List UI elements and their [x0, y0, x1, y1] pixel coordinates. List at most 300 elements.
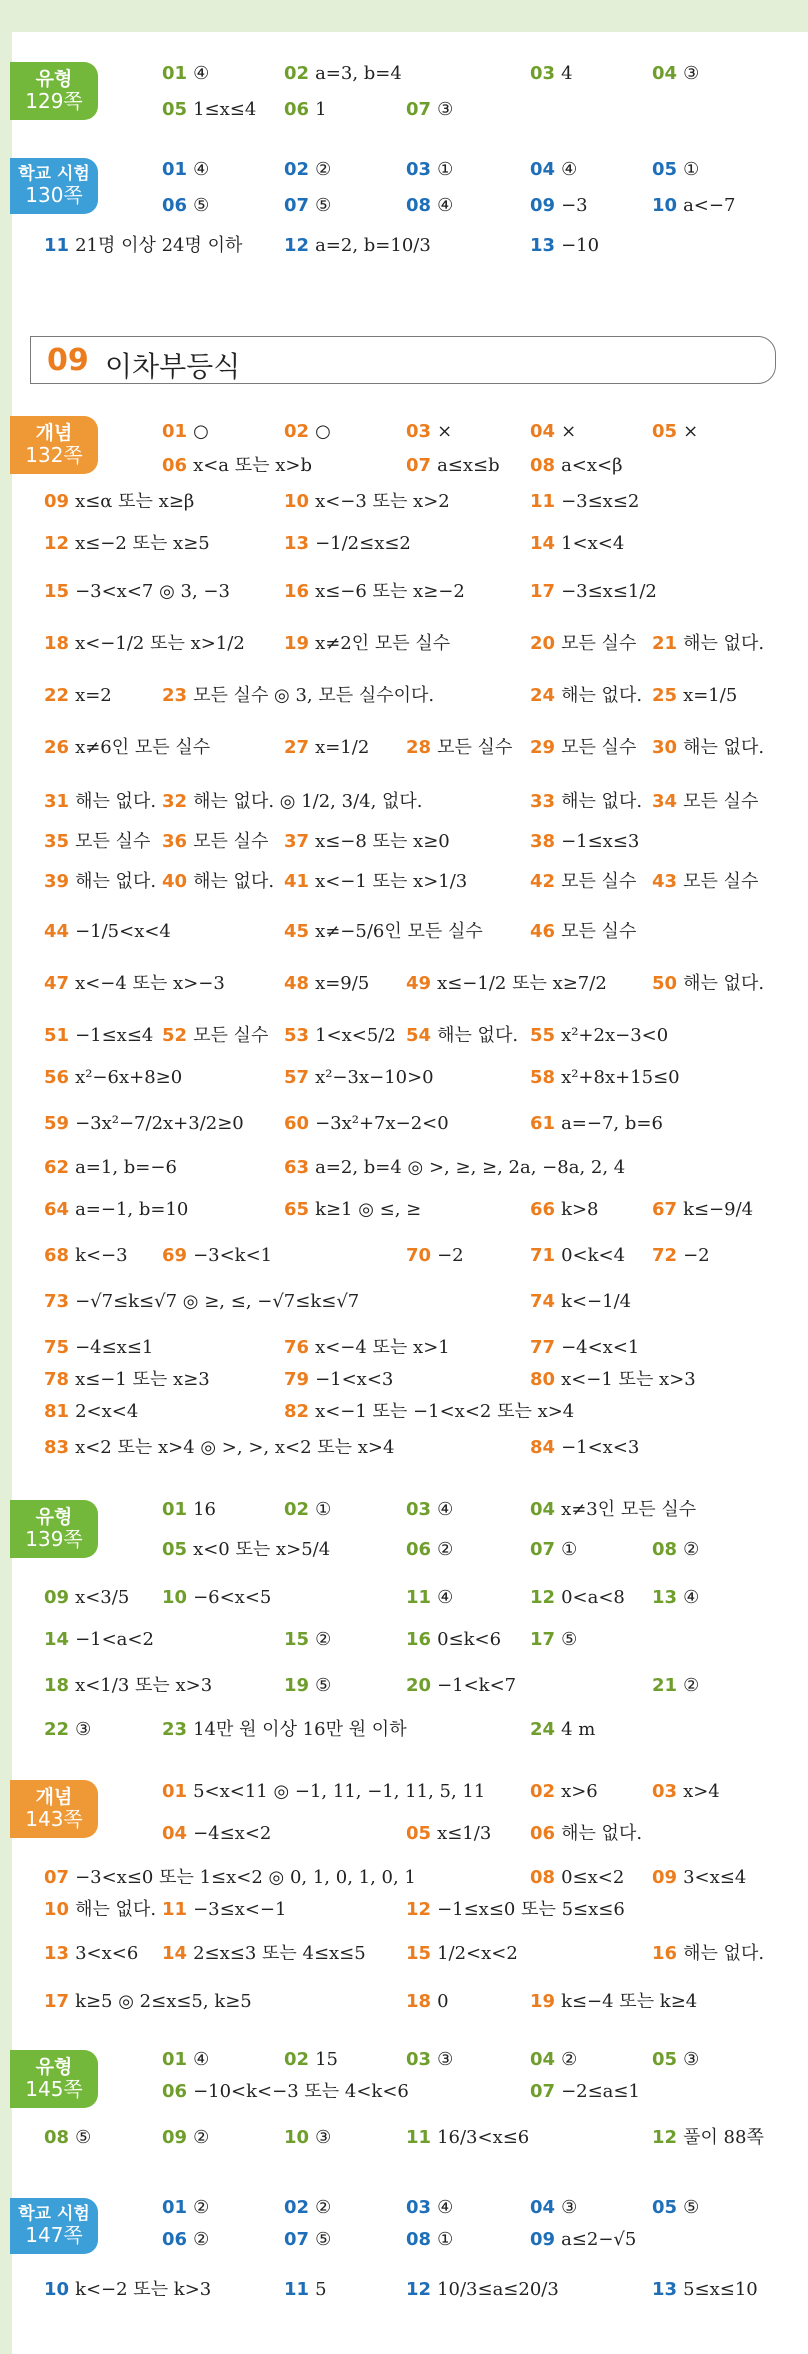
answer-item: [652, 156, 699, 184]
answer-value: 모든 실수: [561, 737, 637, 758]
section-page: 145쪽: [25, 2077, 83, 2102]
answer-item: [652, 630, 764, 658]
answer-item: [530, 868, 636, 896]
answer-item: [652, 1584, 699, 1612]
answer-value: x≤α 또는 x≥β: [75, 491, 195, 512]
question-number: 17: [530, 581, 556, 602]
question-number: 03: [406, 421, 432, 442]
question-number: 11: [406, 1587, 432, 1608]
answer-value: 해는 없다.: [561, 685, 643, 706]
question-number: 48: [284, 973, 310, 994]
question-number: 81: [44, 1401, 70, 1422]
question-number: 02: [530, 1781, 556, 1802]
question-number: 04: [162, 1823, 188, 1844]
answer-item: [530, 630, 636, 658]
answer-value: ④: [193, 2049, 210, 2070]
answer-value: ③: [315, 2127, 332, 2148]
answer-value: a≤2−√5: [561, 2229, 637, 2250]
question-number: 22: [44, 1719, 70, 1740]
answer-value: −2: [437, 1245, 464, 1266]
answer-value: 15: [315, 2049, 338, 2070]
answer-value: a=3, b=4: [315, 63, 402, 84]
answer-item: [44, 1196, 188, 1224]
answer-value: 모든 실수: [561, 921, 637, 942]
answer-item: [44, 918, 171, 946]
question-number: 23: [162, 685, 188, 706]
answer-item: [162, 1940, 366, 1968]
answer-item: [284, 1110, 449, 1138]
answer-item: [284, 530, 411, 558]
answer-value: 해는 없다.: [683, 737, 765, 758]
answer-item: [530, 1366, 696, 1394]
answer-item: [44, 788, 156, 816]
answer-item: [284, 1334, 450, 1362]
answer-item: [530, 1242, 625, 1270]
question-number: 20: [406, 1675, 432, 1696]
question-number: 15: [406, 1943, 432, 1964]
answer-value: x≤−1 또는 x≥3: [75, 1369, 210, 1390]
answer-item: [162, 1496, 216, 1524]
answer-value: ⑤: [315, 195, 332, 216]
section-type: 학교 시험: [18, 164, 90, 184]
question-number: 32: [162, 791, 188, 812]
answer-item: [530, 1778, 598, 1806]
answer-value: ②: [437, 1539, 454, 1560]
answer-item: [652, 682, 737, 710]
question-number: 50: [652, 973, 678, 994]
question-number: 05: [162, 1539, 188, 1560]
answer-value: 14만 원 이상 16만 원 이하: [193, 1719, 407, 1740]
answer-value: ⑤: [315, 1675, 332, 1696]
answer-value: −10<k<−3 또는 4<k<6: [193, 2081, 409, 2102]
answer-item: [406, 2276, 559, 2304]
answer-value: ②: [683, 1675, 700, 1696]
answer-item: [530, 530, 624, 558]
answer-value: 3<x≤4: [683, 1867, 747, 1888]
answer-value: −1≤x≤3: [561, 831, 640, 852]
answer-value: k≤−9/4: [683, 1199, 754, 1220]
answer-item: [44, 1584, 129, 1612]
answer-value: ④: [437, 2197, 454, 2218]
section-tag: [10, 2198, 98, 2254]
answer-value: −1/5<x<4: [75, 921, 171, 942]
answer-value: x²−6x+8≥0: [75, 1067, 183, 1088]
answer-value: ④: [193, 159, 210, 180]
answer-item: [652, 970, 764, 998]
chapter-title: 이차부등식: [105, 350, 241, 383]
question-number: 73: [44, 1291, 70, 1312]
answer-value: ①: [683, 159, 700, 180]
answer-item: [44, 232, 242, 260]
question-number: 12: [530, 1587, 556, 1608]
question-number: 59: [44, 1113, 70, 1134]
answer-item: [652, 1196, 753, 1224]
answer-item: [44, 1110, 244, 1138]
answer-item: [406, 2226, 453, 2254]
question-number: 04: [530, 2197, 556, 2218]
question-number: 07: [406, 99, 432, 120]
answer-value: 해는 없다.: [683, 1943, 765, 1964]
answer-item: [44, 734, 210, 762]
question-number: 15: [44, 581, 70, 602]
answer-value: 해는 없다.: [193, 871, 275, 892]
answer-value: −1<x<3: [315, 1369, 394, 1390]
answer-item: [284, 2276, 327, 2304]
answer-item: [162, 192, 209, 220]
answer-value: x<−3 또는 x>2: [315, 491, 450, 512]
question-number: 34: [652, 791, 678, 812]
answer-value: ⑤: [315, 2229, 332, 2250]
question-number: 06: [530, 1823, 556, 1844]
answer-item: [284, 1626, 331, 1654]
answer-item: [652, 2046, 699, 2074]
answer-item: [44, 2276, 211, 2304]
answer-value: −1/2≤x≤2: [315, 533, 411, 554]
question-number: 78: [44, 1369, 70, 1390]
left-margin-band: [0, 32, 12, 2354]
answer-value: ③: [683, 2049, 700, 2070]
section-tag: [10, 1780, 98, 1838]
answer-value: k≥5 ◎ 2≤x≤5, k≥5: [75, 1991, 252, 2012]
question-number: 42: [530, 871, 556, 892]
answer-item: [530, 828, 639, 856]
question-number: 10: [284, 491, 310, 512]
question-number: 13: [652, 1587, 678, 1608]
section-tag: [10, 1500, 98, 1558]
question-number: 71: [530, 1245, 556, 1266]
question-number: 51: [44, 1025, 70, 1046]
answer-value: ×: [683, 421, 699, 442]
answer-value: 5: [315, 2279, 327, 2300]
answer-value: x<−1 또는 −1<x<2 또는 x>4: [315, 1401, 575, 1422]
answer-item: [44, 1366, 210, 1394]
question-number: 10: [284, 2127, 310, 2148]
question-number: 38: [530, 831, 556, 852]
answer-value: x=9/5: [315, 973, 370, 994]
question-number: 61: [530, 1113, 556, 1134]
answer-item: [530, 452, 623, 480]
answer-item: [44, 1988, 252, 2016]
answer-value: ⑤: [683, 2197, 700, 2218]
answer-item: [530, 1536, 577, 1564]
question-number: 79: [284, 1369, 310, 1390]
answer-item: [530, 1288, 631, 1316]
answer-value: x<2 또는 x>4 ◎ >, >, x<2 또는 x>4: [75, 1437, 395, 1458]
question-number: 46: [530, 921, 556, 942]
section-tag: [10, 416, 98, 474]
question-number: 18: [44, 633, 70, 654]
answer-item: [406, 1536, 453, 1564]
question-number: 37: [284, 831, 310, 852]
answer-value: 모든 실수: [193, 1025, 269, 1046]
answer-value: 해는 없다. ◎ 1/2, 3/4, 없다.: [193, 791, 423, 812]
answer-item: [162, 1242, 272, 1270]
question-number: 33: [530, 791, 556, 812]
answer-value: −4≤x<2: [193, 1823, 272, 1844]
question-number: 19: [530, 1991, 556, 2012]
answer-item: [162, 2194, 209, 2222]
chapter-number: 09: [47, 343, 89, 378]
answer-value: a=−7, b=6: [561, 1113, 663, 1134]
answer-value: x²+2x−3<0: [561, 1025, 669, 1046]
answer-value: x²+8x+15≤0: [561, 1067, 680, 1088]
section-type: 유형: [35, 2056, 73, 2078]
question-number: 03: [652, 1781, 678, 1802]
question-number: 03: [406, 2197, 432, 2218]
answer-item: [44, 1864, 416, 1892]
answer-value: 해는 없다.: [75, 791, 157, 812]
question-number: 19: [284, 1675, 310, 1696]
answer-item: [284, 1366, 393, 1394]
answer-value: a=2, b=4 ◎ >, ≥, ≥, 2a, −8a, 2, 4: [315, 1157, 626, 1178]
answer-value: x≤1/3: [437, 1823, 492, 1844]
answer-value: ①: [437, 2229, 454, 2250]
answer-value: −2: [683, 1245, 710, 1266]
answer-value: k≥1 ◎ ≤, ≥: [315, 1199, 422, 1220]
answer-item: [530, 734, 636, 762]
question-number: 05: [162, 99, 188, 120]
question-number: 39: [44, 871, 70, 892]
question-number: 04: [530, 421, 556, 442]
answer-item: [406, 452, 500, 480]
answer-value: −√7≤k≤√7 ◎ ≥, ≤, −√7≤k≤√7: [75, 1291, 360, 1312]
answer-value: ②: [683, 1539, 700, 1560]
answer-item: [162, 1584, 271, 1612]
answer-item: [406, 1626, 501, 1654]
answer-value: −3<k<1: [193, 1245, 273, 1266]
answer-value: ②: [315, 2197, 332, 2218]
question-number: 07: [284, 195, 310, 216]
answer-value: ②: [193, 2127, 210, 2148]
answer-value: 3<x<6: [75, 1943, 139, 1964]
answer-item: [530, 1988, 697, 2016]
answer-value: −1≤x≤0 또는 5≤x≤6: [437, 1899, 625, 1920]
answer-item: [406, 1896, 625, 1924]
question-number: 01: [162, 421, 188, 442]
answer-item: [284, 488, 450, 516]
question-number: 77: [530, 1337, 556, 1358]
answer-item: [284, 2046, 338, 2074]
answer-value: 모든 실수: [561, 633, 637, 654]
answer-item: [284, 2226, 331, 2254]
answer-value: −3: [561, 195, 588, 216]
question-number: 24: [530, 685, 556, 706]
answer-value: a<−7: [683, 195, 736, 216]
question-number: 05: [652, 159, 678, 180]
question-number: 36: [162, 831, 188, 852]
question-number: 13: [284, 533, 310, 554]
answer-value: 1<x<5/2: [315, 1025, 396, 1046]
question-number: 07: [530, 1539, 556, 1560]
answer-item: [652, 1778, 720, 1806]
answer-value: a≤x≤b: [437, 455, 500, 476]
answer-value: 0: [437, 1991, 449, 2012]
question-number: 83: [44, 1437, 70, 1458]
answer-item: [162, 418, 209, 446]
question-number: 23: [162, 1719, 188, 1740]
answer-value: 해는 없다.: [437, 1025, 519, 1046]
answer-item: [652, 1536, 699, 1564]
answer-value: ⑤: [561, 1629, 578, 1650]
answer-value: x=2: [75, 685, 112, 706]
question-number: 10: [162, 1587, 188, 1608]
section-type: 학교 시험: [18, 2204, 90, 2224]
answer-value: 2<x<4: [75, 1401, 139, 1422]
question-number: 22: [44, 685, 70, 706]
answer-item: [530, 60, 573, 88]
question-number: 18: [44, 1675, 70, 1696]
section-type: 개념: [35, 1786, 73, 1808]
answer-item: [284, 1398, 574, 1426]
answer-item: [652, 868, 758, 896]
question-number: 60: [284, 1113, 310, 1134]
question-number: 08: [44, 2127, 70, 2148]
question-number: 11: [406, 2127, 432, 2148]
question-number: 19: [284, 633, 310, 654]
question-number: 82: [284, 1401, 310, 1422]
answer-value: 0≤k<6: [437, 1629, 502, 1650]
answer-value: x<0 또는 x>5/4: [193, 1539, 331, 1560]
answer-value: ○: [193, 421, 209, 442]
question-number: 75: [44, 1337, 70, 1358]
chapter-header: [30, 336, 776, 384]
section-type: 유형: [35, 1506, 73, 1528]
answer-value: ④: [683, 1587, 700, 1608]
answer-value: x<1/3 또는 x>3: [75, 1675, 213, 1696]
question-number: 28: [406, 737, 432, 758]
answer-value: 1<x<4: [561, 533, 625, 554]
answer-item: [406, 1022, 518, 1050]
question-number: 35: [44, 831, 70, 852]
answer-value: k<−3: [75, 1245, 128, 1266]
answer-value: k>8: [561, 1199, 599, 1220]
answer-item: [406, 2046, 453, 2074]
answer-item: [652, 2194, 699, 2222]
question-number: 72: [652, 1245, 678, 1266]
answer-item: [652, 788, 758, 816]
question-number: 57: [284, 1067, 310, 1088]
section-tag: [10, 158, 98, 214]
answer-item: [530, 1334, 639, 1362]
answer-value: ①: [437, 159, 454, 180]
section-page: 129쪽: [25, 89, 83, 114]
answer-value: x²−3x−10>0: [315, 1067, 434, 1088]
answer-value: ④: [561, 159, 578, 180]
answer-item: [44, 1672, 212, 1700]
answer-item: [284, 192, 331, 220]
answer-item: [44, 1716, 91, 1744]
answer-item: [284, 630, 450, 658]
answer-value: 16: [193, 1499, 216, 1520]
answer-value: x≠6인 모든 실수: [75, 737, 211, 758]
question-number: 08: [406, 2229, 432, 2250]
answer-item: [44, 828, 150, 856]
question-number: 25: [652, 685, 678, 706]
answer-item: [44, 1064, 182, 1092]
question-number: 07: [406, 455, 432, 476]
question-number: 09: [44, 1587, 70, 1608]
answer-value: x=1/5: [683, 685, 738, 706]
answer-item: [44, 630, 245, 658]
answer-value: x>4: [683, 1781, 720, 1802]
answer-value: x≤−1/2 또는 x≥7/2: [437, 973, 607, 994]
answer-item: [44, 1288, 359, 1316]
question-number: 13: [652, 2279, 678, 2300]
question-number: 03: [530, 63, 556, 84]
answer-item: [652, 1672, 699, 1700]
answer-item: [530, 1626, 577, 1654]
answer-value: x<3/5: [75, 1587, 130, 1608]
question-number: 30: [652, 737, 678, 758]
answer-value: x<−1/2 또는 x>1/2: [75, 633, 245, 654]
question-number: 04: [530, 2049, 556, 2070]
answer-value: 4: [561, 63, 573, 84]
question-number: 12: [652, 2127, 678, 2148]
answer-value: 해는 없다.: [561, 791, 643, 812]
answer-value: 해는 없다.: [75, 1899, 157, 1920]
section-page: 139쪽: [25, 1527, 83, 1552]
answer-item: [530, 1064, 680, 1092]
answer-item: [406, 1672, 516, 1700]
question-number: 84: [530, 1437, 556, 1458]
answer-value: −1≤x≤4: [75, 1025, 154, 1046]
answer-item: [284, 828, 450, 856]
question-number: 70: [406, 1245, 432, 1266]
answer-value: 1: [315, 99, 327, 120]
answer-value: −3<x≤0 또는 1≤x<2 ◎ 0, 1, 0, 1, 0, 1: [75, 1867, 416, 1888]
question-number: 44: [44, 921, 70, 942]
answer-item: [44, 530, 210, 558]
question-number: 06: [406, 1539, 432, 1560]
section-page: 130쪽: [25, 183, 83, 208]
answer-value: ○: [315, 421, 331, 442]
answer-item: [652, 418, 698, 446]
answer-value: 모든 실수: [561, 871, 637, 892]
question-number: 21: [652, 1675, 678, 1696]
answer-item: [530, 1864, 624, 1892]
question-number: 07: [530, 2081, 556, 2102]
answer-item: [530, 1820, 642, 1848]
question-number: 08: [652, 1539, 678, 1560]
answer-value: −3x²−7/2x+3/2≥0: [75, 1113, 244, 1134]
answer-item: [530, 788, 642, 816]
answer-value: x>6: [561, 1781, 598, 1802]
answer-item: [652, 1864, 746, 1892]
answer-value: x<−4 또는 x>1: [315, 1337, 450, 1358]
answer-item: [284, 2194, 331, 2222]
answer-value: ③: [437, 99, 454, 120]
answer-item: [284, 60, 402, 88]
question-number: 07: [44, 1867, 70, 1888]
answer-value: −3≤x≤1/2: [561, 581, 657, 602]
answer-item: [406, 2194, 453, 2222]
answer-value: −4<x<1: [561, 1337, 640, 1358]
answer-item: [44, 1398, 138, 1426]
answer-item: [652, 60, 699, 88]
answer-item: [284, 1064, 434, 1092]
answer-item: [284, 1154, 625, 1182]
question-number: 11: [44, 235, 70, 256]
answer-item: [284, 1496, 331, 1524]
answer-value: a=2, b=10/3: [315, 235, 431, 256]
question-number: 80: [530, 1369, 556, 1390]
answer-item: [284, 418, 331, 446]
answer-item: [530, 156, 577, 184]
answer-item: [162, 96, 256, 124]
question-number: 49: [406, 973, 432, 994]
answer-item: [406, 2124, 529, 2152]
answer-item: [530, 1496, 696, 1524]
